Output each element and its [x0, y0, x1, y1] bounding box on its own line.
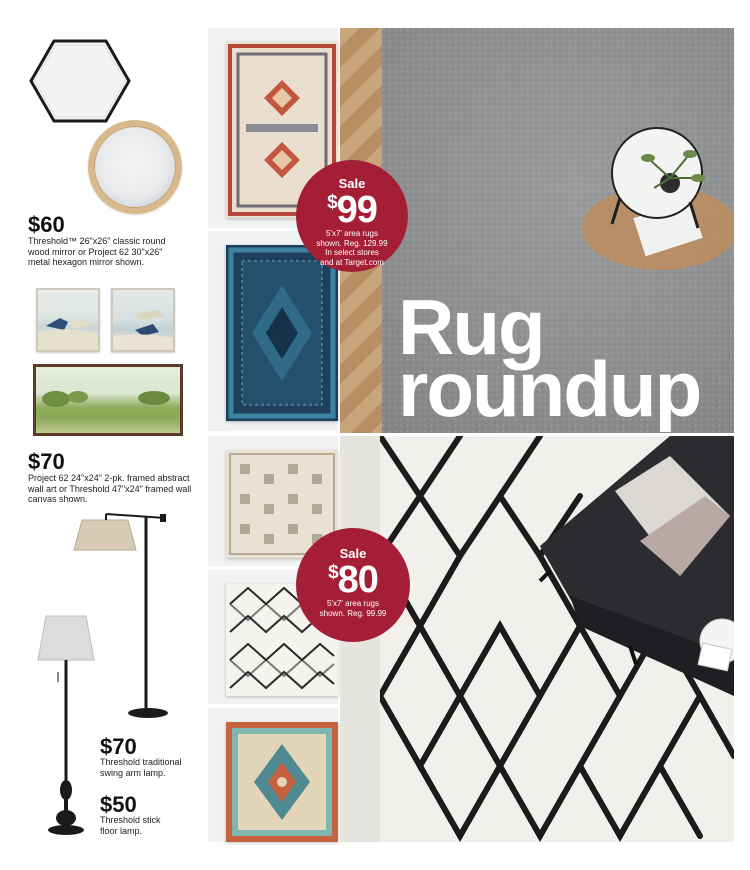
mirror-price: $60 [28, 212, 65, 237]
sale-currency: $ [327, 192, 337, 213]
sale-price [296, 561, 410, 599]
sale-label: Sale [338, 176, 366, 191]
sale-badge-80 [296, 528, 410, 642]
headline-line-1: Rug [398, 283, 544, 371]
sale-desc-line: and at Target.com [320, 257, 384, 267]
swing-lamp-desc-line: swing arm lamp. [100, 767, 166, 778]
mirror-desc-line: metal hexagon mirror shown. [28, 257, 145, 267]
abstract-wall-art-2 [111, 288, 175, 352]
swing-lamp-desc-line: Threshold traditional [100, 757, 182, 767]
persian-style-rug-image [226, 722, 338, 842]
sale-desc-line: shown. Reg. 129.99 [316, 238, 388, 248]
blue-vintage-rug-image [226, 245, 338, 421]
mirror-desc-line: Threshold™ 26"x26" classic round [28, 236, 166, 246]
sale-desc-line: In select stores [325, 248, 379, 257]
stick-floor-lamp-image [34, 612, 104, 842]
wall-art-desc-line: canvas shown. [28, 494, 88, 504]
wall-art-description [28, 473, 218, 505]
sale-amount: 99 [336, 189, 377, 231]
sale-label: Sale [339, 546, 367, 561]
wall-art-desc-line: Project 62 24"x24" 2-pk. framed abstract [28, 473, 190, 483]
wall-art-price: $70 [28, 449, 65, 474]
mirror-desc-line: wood mirror or Project 62 30"x26" [28, 246, 163, 257]
stick-lamp-description [100, 815, 210, 836]
sale-desc-line: 5'x7' area rugs [327, 599, 379, 608]
rug-thumb-panel-5 [208, 708, 338, 842]
swing-lamp-description [100, 757, 210, 778]
abstract-wall-art-1 [36, 288, 100, 352]
sale-desc-line: 5'x7' area rugs [326, 229, 378, 238]
round-wood-mirror-image [88, 120, 182, 214]
stick-lamp-price: $50 [100, 792, 137, 817]
sale-price [296, 191, 408, 229]
wall-art-desc-line: wall art or Threshold 47"x24" framed wall [28, 483, 192, 494]
stick-lamp-desc-line: Threshold stick [100, 815, 161, 825]
mirror-description [28, 236, 208, 268]
sale-badge-99 [296, 160, 408, 272]
sale-desc-line: shown. Reg. 99.99 [319, 608, 387, 618]
sale-amount: 80 [337, 559, 378, 601]
headline-line-2: roundup [398, 345, 701, 433]
landscape-canvas-art [33, 364, 183, 436]
white-lattice-shag-rug-photo [337, 436, 734, 842]
hexagon-mirror-image [28, 38, 132, 124]
sale-currency: $ [328, 562, 338, 583]
swing-lamp-price: $70 [100, 734, 137, 759]
stick-lamp-desc-line: floor lamp. [100, 825, 143, 836]
